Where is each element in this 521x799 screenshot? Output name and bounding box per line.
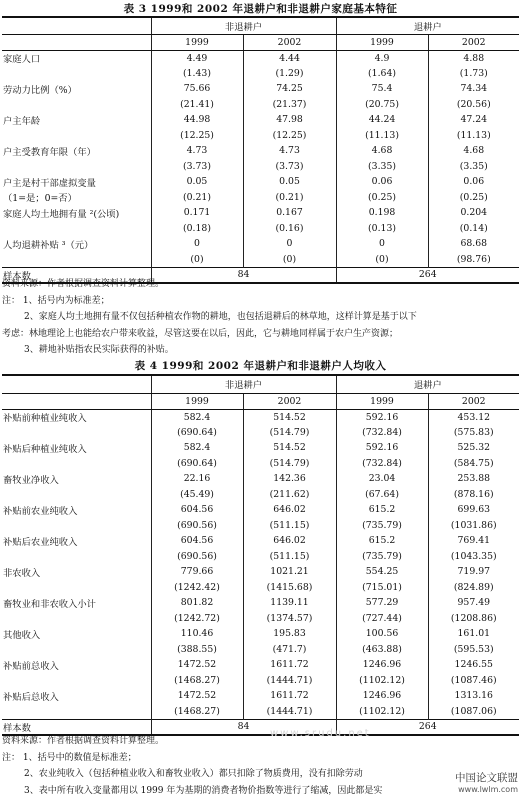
table-cell: 453.12	[428, 409, 519, 425]
table-cell: 525.32	[428, 440, 519, 456]
row-label	[2, 252, 151, 268]
table-row-sd	[2, 97, 519, 113]
table-cell: 161.01	[428, 626, 519, 642]
table-cell: (595.53)	[428, 642, 519, 658]
table-cell: 514.52	[243, 440, 336, 456]
table-cell: 0.05	[151, 174, 243, 190]
table-row-sd	[2, 673, 519, 689]
table-row-sd	[2, 580, 519, 596]
table-cell: 0.204	[428, 205, 519, 221]
table-cell: 615.2	[336, 533, 428, 549]
table-row	[2, 688, 519, 704]
row-label: 补贴后农业纯收入	[2, 533, 151, 549]
table3-year: 1999	[151, 34, 243, 50]
table3-notes	[2, 276, 519, 359]
table-cell: 0.05	[243, 174, 336, 190]
site-watermark: www.srudu.net	[270, 728, 371, 739]
table-cell: (45.49)	[151, 487, 243, 503]
row-label	[2, 425, 151, 441]
table-cell: 582.4	[151, 440, 243, 456]
table4-year: 2002	[428, 393, 519, 409]
row-label: 补贴后种植业纯收入	[2, 440, 151, 456]
table-cell: (1087.46)	[428, 673, 519, 689]
table3-corner	[2, 17, 151, 34]
table-cell: 1246.96	[336, 657, 428, 673]
table-cell: 4.68	[428, 143, 519, 159]
row-label: 补贴前总收入	[2, 657, 151, 673]
table-cell: (463.88)	[336, 642, 428, 658]
row-label: 非农收入	[2, 564, 151, 580]
table-cell: 646.02	[243, 502, 336, 518]
row-label: 户主年龄	[2, 112, 151, 128]
table-cell: 4.44	[243, 50, 336, 66]
table3-group-nonreturn: 非退耕户	[151, 17, 336, 34]
row-label	[2, 518, 151, 534]
table-cell: (0.14)	[428, 221, 519, 237]
table-cell: 0	[336, 236, 428, 252]
table3-note-2-cont: 考虑：林地理论上也能给农户带来收益，尽管这要在以后，因此，它与耕地同样属于农户生产资源；	[2, 326, 519, 343]
table-cell: (1242.72)	[151, 611, 243, 627]
table-cell: 4.9	[336, 50, 428, 66]
table-cell: 110.46	[151, 626, 243, 642]
row-label: 劳动力比例（%）	[2, 81, 151, 97]
table-cell: (1444.71)	[243, 704, 336, 720]
table-cell: (732.84)	[336, 456, 428, 472]
table-cell: 1246.96	[336, 688, 428, 704]
table-cell: 0.06	[428, 174, 519, 190]
table-cell: (715.01)	[336, 580, 428, 596]
row-label	[2, 97, 151, 113]
table-cell: 592.16	[336, 409, 428, 425]
table-cell: (21.41)	[151, 97, 243, 113]
table-cell: (98.76)	[428, 252, 519, 268]
table-cell: 1139.11	[243, 595, 336, 611]
table-cell: 582.4	[151, 409, 243, 425]
table-row	[2, 143, 519, 159]
table-cell: (690.56)	[151, 518, 243, 534]
table-cell: 0.198	[336, 205, 428, 221]
table-cell: 142.36	[243, 471, 336, 487]
table-cell: 646.02	[243, 533, 336, 549]
table4-sample-return: 264	[336, 719, 519, 735]
row-label	[2, 642, 151, 658]
table-cell: (735.79)	[336, 549, 428, 565]
row-label: 畜牧业净收入	[2, 471, 151, 487]
table-cell: (0.16)	[243, 221, 336, 237]
table-cell: 1611.72	[243, 657, 336, 673]
table-cell: 719.97	[428, 564, 519, 580]
table-cell: (1.29)	[243, 66, 336, 82]
table-row-sd	[2, 456, 519, 472]
table-cell: (211.62)	[243, 487, 336, 503]
table-cell: (3.35)	[428, 159, 519, 175]
brand-watermark-url: www.lwlm.com	[455, 784, 518, 795]
table3	[2, 16, 519, 284]
table-cell: (67.64)	[336, 487, 428, 503]
table-row	[2, 440, 519, 456]
table-cell: (0.25)	[428, 190, 519, 206]
table-cell: 769.41	[428, 533, 519, 549]
table-cell: (1415.68)	[243, 580, 336, 596]
table-cell: 74.34	[428, 81, 519, 97]
table-row-sd	[2, 221, 519, 237]
table3-note-2: 2、家庭人均土地拥有量不仅包括种植农作物的耕地，也包括退耕后的林草地，这样计算是基于以下	[2, 309, 519, 326]
row-label: （1=是；0=否）	[2, 190, 151, 206]
table3-sample-nonreturn: 84	[151, 267, 336, 283]
table-row-sd	[2, 704, 519, 720]
table-cell: (471.7)	[243, 642, 336, 658]
row-label	[2, 221, 151, 237]
table-cell: 1021.21	[243, 564, 336, 580]
row-label: 人均退耕补贴 ³（元）	[2, 236, 151, 252]
table-cell: (1031.86)	[428, 518, 519, 534]
table4-corner	[2, 375, 151, 393]
table-cell: 44.98	[151, 112, 243, 128]
table-cell: (1.64)	[336, 66, 428, 82]
table-row	[2, 50, 519, 66]
table4-title: 表 4 1999和 2002 年退耕户和非退耕户人均收入	[0, 358, 521, 373]
row-label	[2, 611, 151, 627]
table-cell: 0	[243, 236, 336, 252]
table-row-sd	[2, 642, 519, 658]
row-label: 补贴前种植业纯收入	[2, 409, 151, 425]
table-row	[2, 112, 519, 128]
table3-body	[2, 50, 519, 267]
brand-watermark-name: 中国论文联盟	[455, 773, 518, 784]
table-cell: 75.66	[151, 81, 243, 97]
table-cell: 604.56	[151, 502, 243, 518]
table-cell: (12.25)	[151, 128, 243, 144]
table4-year: 1999	[151, 393, 243, 409]
table-cell: (11.13)	[428, 128, 519, 144]
table-cell: 22.16	[151, 471, 243, 487]
table-cell: 0.06	[336, 174, 428, 190]
table4-note-3: 3、表中所有收入变量都用以 1999 年为基期的消费者物价指数等进行了缩减，因此都是实	[2, 783, 519, 799]
table-cell: 1472.52	[151, 688, 243, 704]
table-cell: 44.24	[336, 112, 428, 128]
table-cell: 75.4	[336, 81, 428, 97]
table-row	[2, 409, 519, 425]
table-cell: (511.15)	[243, 518, 336, 534]
row-label: 其他收入	[2, 626, 151, 642]
table-cell: (878.16)	[428, 487, 519, 503]
row-label: 户主受教育年限（年）	[2, 143, 151, 159]
table-cell: (20.75)	[336, 97, 428, 113]
table-cell: (11.13)	[336, 128, 428, 144]
table-cell: 4.73	[151, 143, 243, 159]
table3-year: 1999	[336, 34, 428, 50]
table-cell: (21.37)	[243, 97, 336, 113]
table4-group-nonreturn: 非退耕户	[151, 375, 336, 393]
table-cell: (575.83)	[428, 425, 519, 441]
table-cell: (1.43)	[151, 66, 243, 82]
table-cell: (690.64)	[151, 425, 243, 441]
table3-note-1: 注： 1、括号内为标准差；	[2, 293, 519, 310]
table-cell: 4.88	[428, 50, 519, 66]
table3-year: 2002	[243, 34, 336, 50]
table-cell: (12.25)	[243, 128, 336, 144]
table-cell: 47.24	[428, 112, 519, 128]
table-row-sd	[2, 487, 519, 503]
table-cell: 0	[151, 236, 243, 252]
brand-watermark	[455, 773, 518, 795]
table-row	[2, 205, 519, 221]
table-cell: (1374.57)	[243, 611, 336, 627]
row-label: 家庭人均土地拥有量 ²(公顷)	[2, 205, 151, 221]
table-cell: (0.25)	[336, 190, 428, 206]
table-cell: 74.25	[243, 81, 336, 97]
row-label	[2, 673, 151, 689]
table3-year: 2002	[428, 34, 519, 50]
table4	[2, 374, 519, 736]
table-cell: (1444.71)	[243, 673, 336, 689]
table-cell: 47.98	[243, 112, 336, 128]
table-row-sd	[2, 425, 519, 441]
row-label	[2, 487, 151, 503]
table-cell: 1246.55	[428, 657, 519, 673]
table4-body	[2, 409, 519, 719]
table3-title: 表 3 1999和 2002 年退耕户和非退耕户家庭基本特征	[0, 1, 521, 16]
table-cell: (388.55)	[151, 642, 243, 658]
table-cell: 577.29	[336, 595, 428, 611]
table-row	[2, 471, 519, 487]
table-row	[2, 595, 519, 611]
table4-year: 2002	[243, 393, 336, 409]
table-cell: 1472.52	[151, 657, 243, 673]
table-cell: 253.88	[428, 471, 519, 487]
table-cell: 604.56	[151, 533, 243, 549]
table-cell: 0.171	[151, 205, 243, 221]
table3-sample-label: 样本数	[2, 267, 151, 283]
table-row-sd	[2, 159, 519, 175]
table4-year: 1999	[336, 393, 428, 409]
table-cell: 592.16	[336, 440, 428, 456]
table-cell: (3.73)	[151, 159, 243, 175]
row-label	[2, 580, 151, 596]
table-cell: 554.25	[336, 564, 428, 580]
table-cell: 957.49	[428, 595, 519, 611]
table-cell: (0)	[243, 252, 336, 268]
table4-note-2: 2、农业纯收入（包括种植业收入和畜牧业收入）都只扣除了物质费用，没有扣除劳动	[2, 766, 519, 783]
table-cell: (1468.27)	[151, 673, 243, 689]
table-cell: 699.63	[428, 502, 519, 518]
table-cell: (1102.12)	[336, 673, 428, 689]
table-cell: (690.56)	[151, 549, 243, 565]
table-cell: (0)	[151, 252, 243, 268]
table3-sample-return: 264	[336, 267, 519, 283]
table-cell: 4.68	[336, 143, 428, 159]
table4-year-row	[2, 393, 519, 409]
row-label	[2, 549, 151, 565]
table-row	[2, 190, 519, 206]
table3-group-return: 退耕户	[336, 17, 519, 34]
table-cell: (732.84)	[336, 425, 428, 441]
table4-note-1: 注： 1、括号中的数值是标准差；	[2, 750, 519, 767]
table-cell: 514.52	[243, 409, 336, 425]
row-label: 家庭人口	[2, 50, 151, 66]
row-label	[2, 456, 151, 472]
table-cell: 801.82	[151, 595, 243, 611]
table-cell: 1611.72	[243, 688, 336, 704]
table-cell: (1208.86)	[428, 611, 519, 627]
table-cell: 23.04	[336, 471, 428, 487]
table3-year-row	[2, 34, 519, 50]
row-label: 补贴后总收入	[2, 688, 151, 704]
table4-group-return: 退耕户	[336, 375, 519, 393]
row-label	[2, 66, 151, 82]
table-cell: (824.89)	[428, 580, 519, 596]
row-label: 补贴前农业纯收入	[2, 502, 151, 518]
table-row	[2, 236, 519, 252]
table-cell: 0.167	[243, 205, 336, 221]
table-row	[2, 81, 519, 97]
table-row	[2, 533, 519, 549]
table-cell: (514.79)	[243, 425, 336, 441]
table-cell: (0.21)	[243, 190, 336, 206]
table3-note-source: 资料来源：作者根据调查资料计算整理。	[2, 276, 519, 293]
table4-note-source: 资料来源：作者根据调查资料计算整理。	[2, 733, 519, 750]
table-row	[2, 174, 519, 190]
table-cell: 68.68	[428, 236, 519, 252]
table-cell: 779.66	[151, 564, 243, 580]
table-row	[2, 502, 519, 518]
table-row-sd	[2, 518, 519, 534]
table-row	[2, 657, 519, 673]
table4-sample-label: 样本数	[2, 719, 151, 735]
table-cell: (1087.06)	[428, 704, 519, 720]
table-cell: (1.73)	[428, 66, 519, 82]
row-label	[2, 128, 151, 144]
table-row-sd	[2, 66, 519, 82]
table-cell: 4.73	[243, 143, 336, 159]
table-cell: 4.49	[151, 50, 243, 66]
row-label: 户主是村干部虚拟变量	[2, 174, 151, 190]
table4-sample-nonreturn: 84	[151, 719, 336, 735]
table-cell: 1313.16	[428, 688, 519, 704]
table4-notes	[2, 733, 519, 799]
table-row-sd	[2, 549, 519, 565]
table-cell: (1468.27)	[151, 704, 243, 720]
table-cell: (584.75)	[428, 456, 519, 472]
row-label	[2, 704, 151, 720]
table-cell: (0.13)	[336, 221, 428, 237]
table-cell: (735.79)	[336, 518, 428, 534]
table-row-sd	[2, 611, 519, 627]
table-cell: (0.21)	[151, 190, 243, 206]
table-cell: (0.18)	[151, 221, 243, 237]
table-row-sd	[2, 252, 519, 268]
table-cell: (1043.35)	[428, 549, 519, 565]
table3-note-3: 3、耕地补贴指农民实际获得的补贴。	[2, 342, 519, 359]
table-row-sd	[2, 128, 519, 144]
table-cell: (514.79)	[243, 456, 336, 472]
table-cell: (3.73)	[243, 159, 336, 175]
table-cell: (511.15)	[243, 549, 336, 565]
row-label	[2, 159, 151, 175]
table-cell: (1242.42)	[151, 580, 243, 596]
table-cell: (0)	[336, 252, 428, 268]
table-row	[2, 626, 519, 642]
table-row	[2, 564, 519, 580]
table-cell: (1102.12)	[336, 704, 428, 720]
table-cell: 100.56	[336, 626, 428, 642]
table-cell: 195.83	[243, 626, 336, 642]
table-cell: (727.44)	[336, 611, 428, 627]
table-cell: 615.2	[336, 502, 428, 518]
row-label: 畜牧业和非农收入小计	[2, 595, 151, 611]
table-cell: (3.35)	[336, 159, 428, 175]
table-cell: (690.64)	[151, 456, 243, 472]
table-cell: (20.56)	[428, 97, 519, 113]
